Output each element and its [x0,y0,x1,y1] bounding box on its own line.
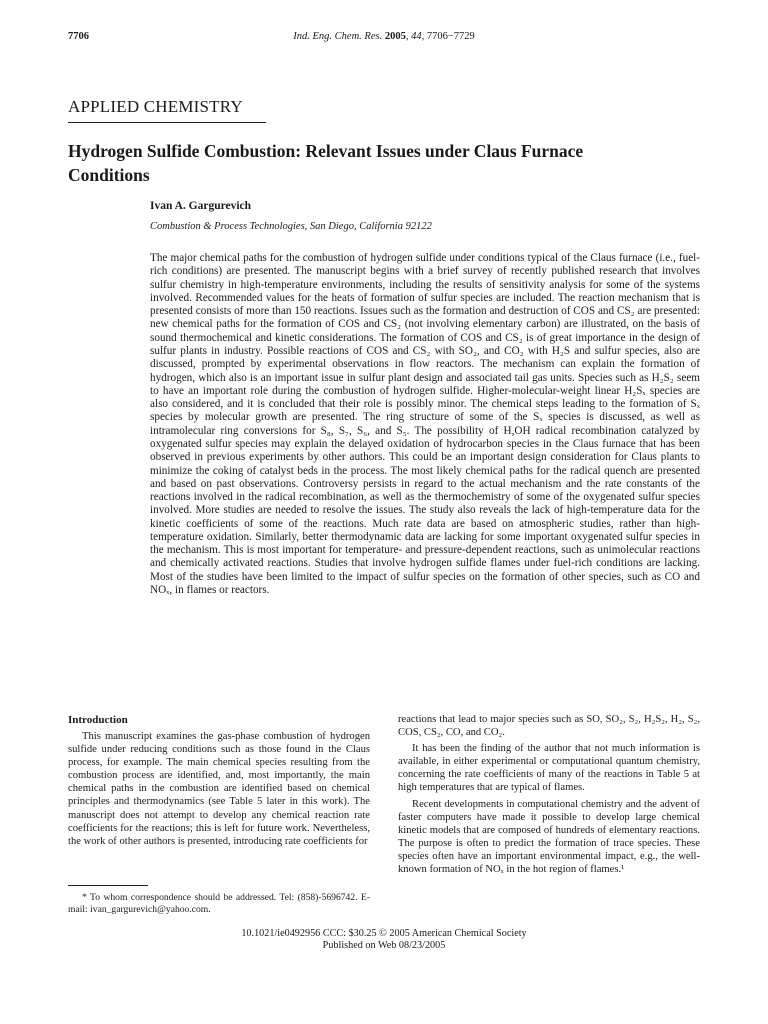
section-label: APPLIED CHEMISTRY [68,97,266,123]
paragraph: It has been the finding of the author that not much information is available, in either experimental or computational quantum chemistry, concerning the rate coefficients of many of the reactions in Table 5 at high temperatures that are typical of flames. [398,743,700,794]
correspondence-footnote: * To whom correspondence should be addressed. Tel: (858)-5696742. E-mail: ivan_gargurevich@yahoo.com. [68,892,370,915]
paragraph: reactions that lead to major species such as SO, SO₂, S₂, H₂S₂, H₂, S₂, COS, CS₂, CO, and CO₂. [398,714,700,739]
published-date-line: Published on Web 08/23/2005 [322,940,446,951]
article-title: Hydrogen Sulfide Combustion: Relevant Issues under Claus Furnace Conditions [68,141,584,185]
journal-year: 2005 [384,31,406,42]
body-column-left [68,713,370,848]
body-column-right [398,713,700,876]
section-heading-introduction: Introduction [68,714,128,726]
journal-name: Ind. Eng. Chem. Res. [293,31,383,42]
paragraph: Recent developments in computational chemistry and the advent of faster computers have made it possible to develop large chemical kinetic models that are composed of hundreds of elementary reactions. The purpose is often to predict the formation of trace species. These species often have an important environmental impact, e.g., the well-known formation of NOₓ in the hot region of flames.¹ [398,798,700,876]
journal-volume: 44 [411,31,422,42]
author-affiliation: Combustion & Process Technologies, San Diego, California 92122 [150,221,432,232]
page-number: 7706 [68,31,89,42]
paragraph: This manuscript examines the gas-phase combustion of hydrogen sulfide under reducing conditions such as those found in the Claus process, for example. The main chemical species resulting from the combustion process are identified, and, most importantly, the main chemical paths in the combustion are identified based on chemical principles and thermodynamics (see Table 5 later in this work). The manuscript does not attempt to develop any chemical reaction rate coefficients for the reactions; this is left for future work. Nevertheless, the work of other authors is presented, introducing rate coefficients for [68,731,370,847]
abstract: The major chemical paths for the combustion of hydrogen sulfide under conditions typical of the Claus furnace (i.e., fuel-rich conditions) are presented. The manuscript begins with a brief survey of recently published research that involves sulfur chemistry in high-temperature environments, including the results of sensitivity analysis for some of the systems involved. Recommended values for the heats of formation of sulfur species are included. The reaction mechanism that is presented consists of more than 150 reactions. Issues such as the formation and destruction of COS and CS₂ are presented: new chemical paths for the formation of COS and CS₂ (not involving elementary carbon) are illustrated, on the basis of sound thermochemical and kinetic considerations. The formation of COS and CS₂ is of great importance in the design of sulfur plants in industry. Possible reactions of COS and CS₂ with SO₂, and CO₂ with H₂S and sulfur species, also are discussed, prompted by experimental observations in flow reactors. The mechanism can explain the formation of hydrogen, which also is an important issue in sulfur plant design and associated tail gas units. Species such as H₂S₂ seem to have an important role during the combustion of hydrogen sulfide. Higher-molecular-weight linear H₂Sₓ species are also considered, and it is concluded that their role is possibly minor. The chemical steps leading to the formation of Sₓ species by molecular growth are presented. The ring structure of some of the Sₓ species is discussed, as well as intramolecular ring conversions for S₈, S₇, S₆, and S₅. The possibility of H,OH radical recombination catalyzed by oxygenated sulfur species may explain the delayed oxidation of hydrocarbon species in the Claus furnace that has been observed in previous experiments by other authors. This could be an important design consideration for Claus plants to minimize the coking of catalyst beds in the process. The most likely chemical paths for the radical quench are presented and based on past observations. Controversy persists in regard to the actual mechanism and the rate constants of the reactions involved in the radical recombination, as well as the thermochemistry of some of the oxygenated sulfur species involved. More studies are needed to resolve the issues. The study also reveals the lack of high-temperature data for the kinetic coefficients of some of the reactions. Much rate data are based on atmospheric studies, rather than high-temperature oxidation. Similarly, better thermodynamic data are lacking for some important oxygenated sulfur species in the mechanism. This is most important for temperature- and pressure-dependent reactions, such as unimolecular reactions and chemically activated reactions. Studies that involve hydrogen sulfide flames under fuel-rich conditions are lacking. Most of the studies have been limited to the impact of sulfur species on the formation of other species, such as CO and NOₓ, in flames or reactors. [150,252,700,597]
footnote-divider [68,885,148,886]
doi-copyright-line: 10.1021/ie0492956 CCC: $30.25 © 2005 American Chemical Society [241,928,527,939]
journal-citation: Ind. Eng. Chem. Res. 2005, 44, 7706−7729 [293,31,475,42]
author-name: Ivan A. Gargurevich [150,200,252,212]
journal-pages: 7706−7729 [426,31,475,42]
